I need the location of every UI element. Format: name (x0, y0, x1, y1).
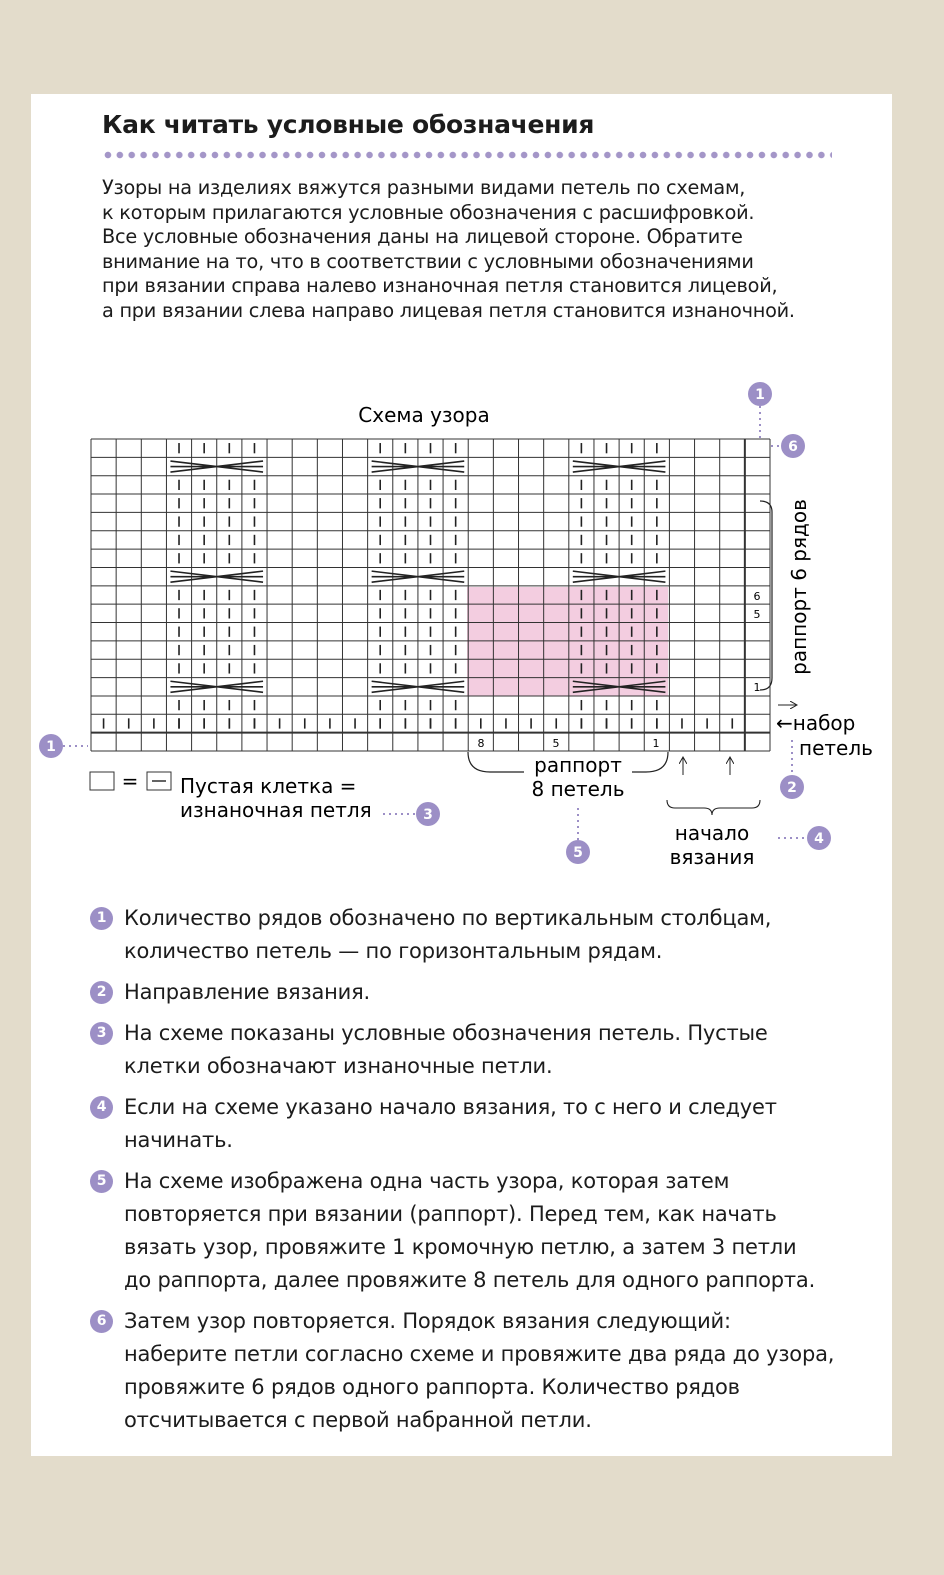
note-line: наберите петли согласно схеме и провяжите два ряда до узора, (124, 1342, 835, 1366)
callout-number: 5 (573, 845, 583, 861)
repeat-highlight (467, 587, 668, 696)
intro-line: Все условные обозначения даны на лицевой стороне. Обратите (102, 225, 743, 248)
note-line: вязать узор, провяжите 1 кромочную петлю, а затем 3 петли (124, 1235, 797, 1259)
note-number-badge: 5 (90, 1170, 113, 1193)
intro-line: а при вязании слева направо лицевая петля становится изнаночной. (102, 298, 795, 322)
note-line: начинать. (124, 1128, 233, 1152)
repeat-stitches-bracket-left (468, 752, 524, 772)
note-item (90, 1017, 870, 1083)
intro-line: Узоры на изделиях вяжутся разными видами петель по схемам, (102, 176, 746, 199)
note-line: Количество рядов обозначено по вертикальным столбцам, (124, 906, 772, 930)
note-line: Направление вязания. (124, 980, 371, 1004)
row-number: 6 (753, 590, 761, 603)
note-item (90, 976, 870, 1009)
callout-number: 1 (755, 387, 765, 403)
note-number-badge: 2 (90, 981, 113, 1004)
note-line: Если на схеме указано начало вязания, то с него и следует (124, 1095, 777, 1119)
page-title: Как читать условные обозначения (102, 110, 595, 139)
note-item (90, 1305, 870, 1437)
repeat-stitches-label: раппорт (534, 753, 622, 777)
note-line: На схеме изображена одна часть узора, которая затем (124, 1169, 730, 1193)
note-number-badge: 6 (90, 1310, 113, 1333)
start-label: начало (674, 821, 750, 845)
callout-number: 2 (787, 780, 797, 796)
note-number-badge: 4 (90, 1096, 113, 1119)
callout-number: 3 (423, 807, 433, 823)
repeat-stitches-label: 8 петель (531, 777, 625, 801)
callout-number: 6 (788, 439, 798, 455)
note-line: повторяется при вязании (раппорт). Перед тем, как начать (124, 1202, 777, 1226)
repeat-stitches-bracket-right (632, 752, 668, 772)
stitch-number: 8 (477, 737, 485, 750)
start-brace (667, 800, 760, 815)
note-line: количество петель — по горизонтальным рядам. (124, 939, 663, 963)
note-number-badge: 1 (90, 907, 113, 930)
row-number: 5 (753, 608, 761, 621)
legend-equals: = (121, 769, 139, 793)
note-line: отсчитывается с первой набранной петли. (124, 1408, 592, 1432)
intro-line: к которым прилагаются условные обозначения с расшифровкой. (102, 200, 755, 224)
notes-list (90, 902, 870, 1445)
legend-text: изнаночная петля (180, 798, 372, 822)
note-line: Затем узор повторяется. Порядок вязания следующий: (124, 1309, 731, 1333)
note-line: На схеме показаны условные обозначения петель. Пустые (124, 1021, 768, 1045)
cast-on-label: петель (799, 736, 873, 760)
note-item (90, 1165, 870, 1297)
legend-empty-cell (90, 772, 114, 790)
callout-number: 4 (814, 831, 824, 847)
cast-on-label: ←набор (776, 711, 856, 735)
note-line: клетки обозначают изнаночные петли. (124, 1054, 553, 1078)
note-number-badge: 3 (90, 1022, 113, 1045)
repeat-rows-label: раппорт 6 рядов (787, 499, 811, 675)
note-item (90, 902, 870, 968)
note-item (90, 1091, 870, 1157)
callout-number: 1 (46, 739, 56, 755)
stitch-number: 1 (652, 737, 660, 750)
note-line: до раппорта, далее провяжите 8 петель для одного раппорта. (124, 1268, 816, 1292)
legend-text: Пустая клетка = (180, 774, 357, 798)
intro-line: при вязании справа налево изнаночная петля становится лицевой, (102, 274, 778, 297)
intro-line: внимание на то, что в соответствии с условными обозначениями (102, 249, 754, 273)
stitch-number: 5 (552, 737, 560, 750)
start-label: вязания (669, 845, 755, 869)
row-number: 1 (753, 681, 761, 694)
note-line: провяжите 6 рядов одного раппорта. Количество рядов (124, 1375, 740, 1399)
chart-title: Схема узора (358, 403, 490, 427)
